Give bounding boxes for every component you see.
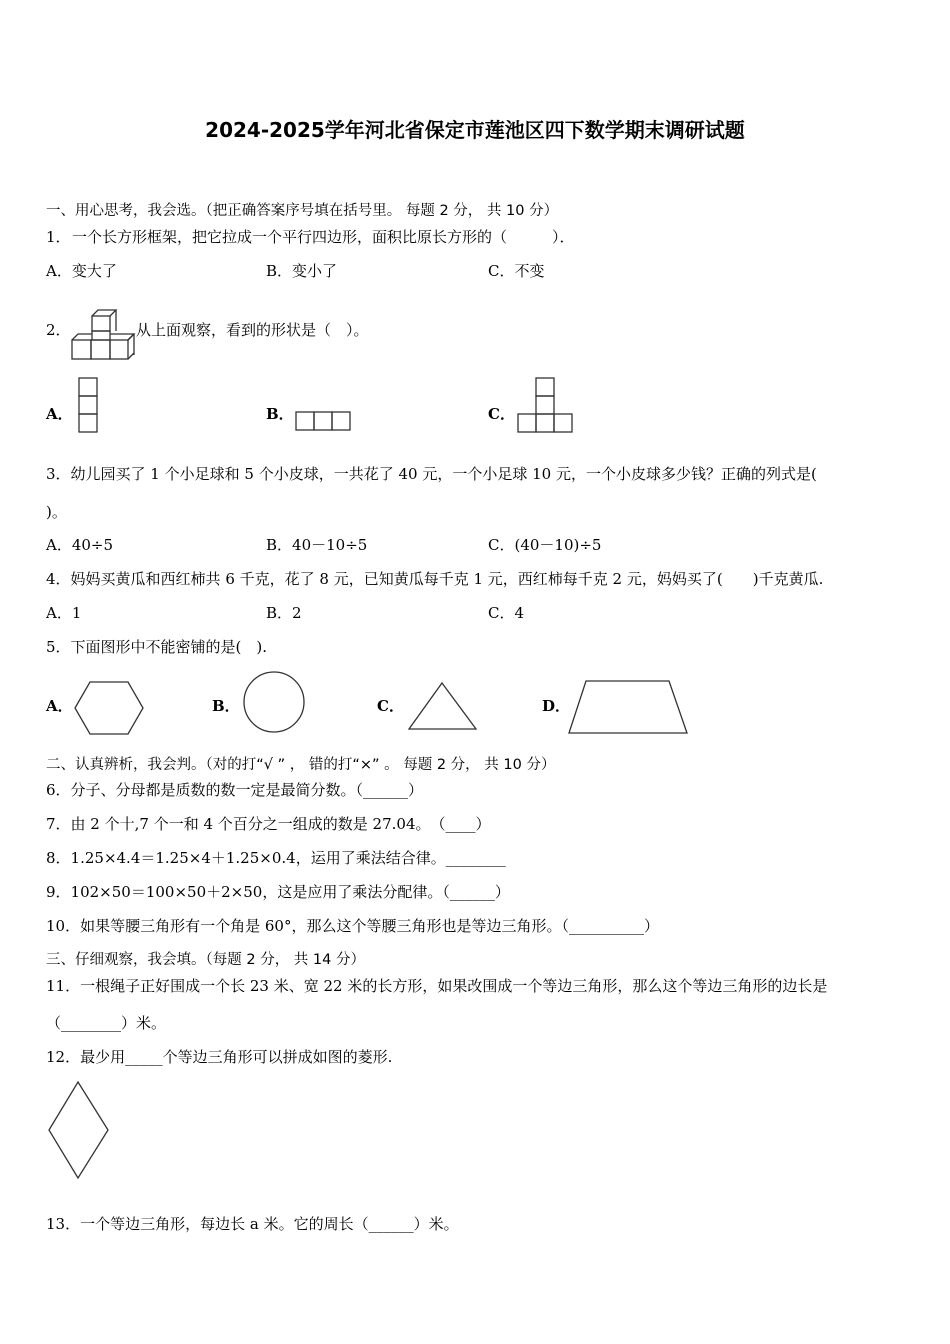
q5-hexagon — [74, 681, 146, 737]
q7-text: 7．由 2 个十,7 个一和 4 个百分之一组成的数是 27.04。 （____） — [46, 815, 491, 833]
q2-option-a-shape — [79, 377, 99, 435]
q3-option-b: B．40－10÷5 — [266, 536, 368, 554]
q11-text-cont: （________）米。 — [46, 1014, 167, 1032]
q4-text: 4．妈妈买黄瓜和西红柿共 6 千克，花了 8 元，已知黄瓜每千克 1 元，西红柿每千克 2 元，妈妈买了( )千克黄瓜. — [46, 570, 824, 588]
q12-text: 12．最少用_____个等边三角形可以拼成如图的菱形. — [46, 1048, 393, 1066]
q11-text: 11．一根绳子正好围成一个长 23 米、宽 22 米的长方形，如果改围成一个等边三角形，那么这个等边三角形的边长是 — [46, 977, 828, 995]
q3-option-a: A．40÷5 — [46, 536, 114, 554]
q2-option-b-shape — [296, 411, 354, 433]
q2-cube-figure — [72, 296, 136, 360]
q9-text: 9．102×50＝100×50＋2×50，这是应用了乘法分配律。（______） — [46, 883, 510, 901]
q4-option-c: C．4 — [488, 604, 525, 622]
q3-text: 3．幼儿园买了 1 个小足球和 5 个小皮球，一共花了 40 元，一个小足球 10 元，一个小皮球多少钱？正确的列式是( — [46, 465, 817, 483]
q4-option-b: B．2 — [266, 604, 302, 622]
q5-option-d-label: D． — [542, 697, 571, 715]
q2-option-c-label: C． — [488, 405, 515, 423]
q1-option-b: B．变小了 — [266, 262, 338, 280]
q5-triangle — [408, 682, 480, 732]
q5-option-b-label: B． — [212, 697, 240, 715]
q5-option-c-label: C． — [377, 697, 404, 715]
page-title: 2024-2025学年河北省保定市莲池区四下数学期末调研试题 — [205, 118, 745, 142]
q6-text: 6．分子、分母都是质数的数一定是最简分数。（______） — [46, 781, 424, 799]
q5-text: 5．下面图形中不能密铺的是( ). — [46, 638, 268, 656]
q3-option-c: C．(40－10)÷5 — [488, 536, 602, 554]
q5-trapezoid — [568, 678, 692, 738]
q5-circle — [243, 671, 307, 735]
q2-option-c-shape — [518, 377, 576, 435]
section2-header: 二、认真辨析，我会判。（对的打“√ ” ， 错的打“×” 。 每题 2 分， 共 10 分） — [46, 757, 556, 773]
q8-text: 8．1.25×4.4＝1.25×4＋1.25×0.4，运用了乘法结合律。________ — [46, 849, 506, 867]
section3-header: 三、仔细观察，我会填。（每题 2 分， 共 14 分） — [46, 952, 365, 968]
section1-header: 一、用心思考，我会选。（把正确答案序号填在括号里。 每题 2 分， 共 10 分） — [46, 203, 559, 219]
q2-option-b-label: B． — [266, 405, 294, 423]
q1-option-a: A．变大了 — [46, 262, 117, 280]
q2-number: 2． — [46, 321, 71, 339]
q2-option-a-label: A． — [46, 405, 73, 423]
q3-text-cont: )。 — [46, 503, 67, 521]
q13-text: 13．一个等边三角形，每边长 a 米。它的周长（______）米。 — [46, 1215, 459, 1233]
q10-text: 10．如果等腰三角形有一个角是 60°，那么这个等腰三角形也是等边三角形。（__________） — [46, 917, 659, 935]
q5-option-a-label: A． — [46, 697, 73, 715]
q2-text: 从上面观察，看到的形状是（ ）。 — [136, 321, 369, 339]
q1-text: 一个长方形框架，把它拉成一个平行四边形，面积比原长方形的（ ）． — [72, 228, 575, 246]
q1-number: 1． — [46, 228, 71, 246]
q4-option-a: A．1 — [46, 604, 82, 622]
q12-rhombus-figure — [48, 1081, 112, 1181]
q1-option-c: C．不变 — [488, 262, 545, 280]
